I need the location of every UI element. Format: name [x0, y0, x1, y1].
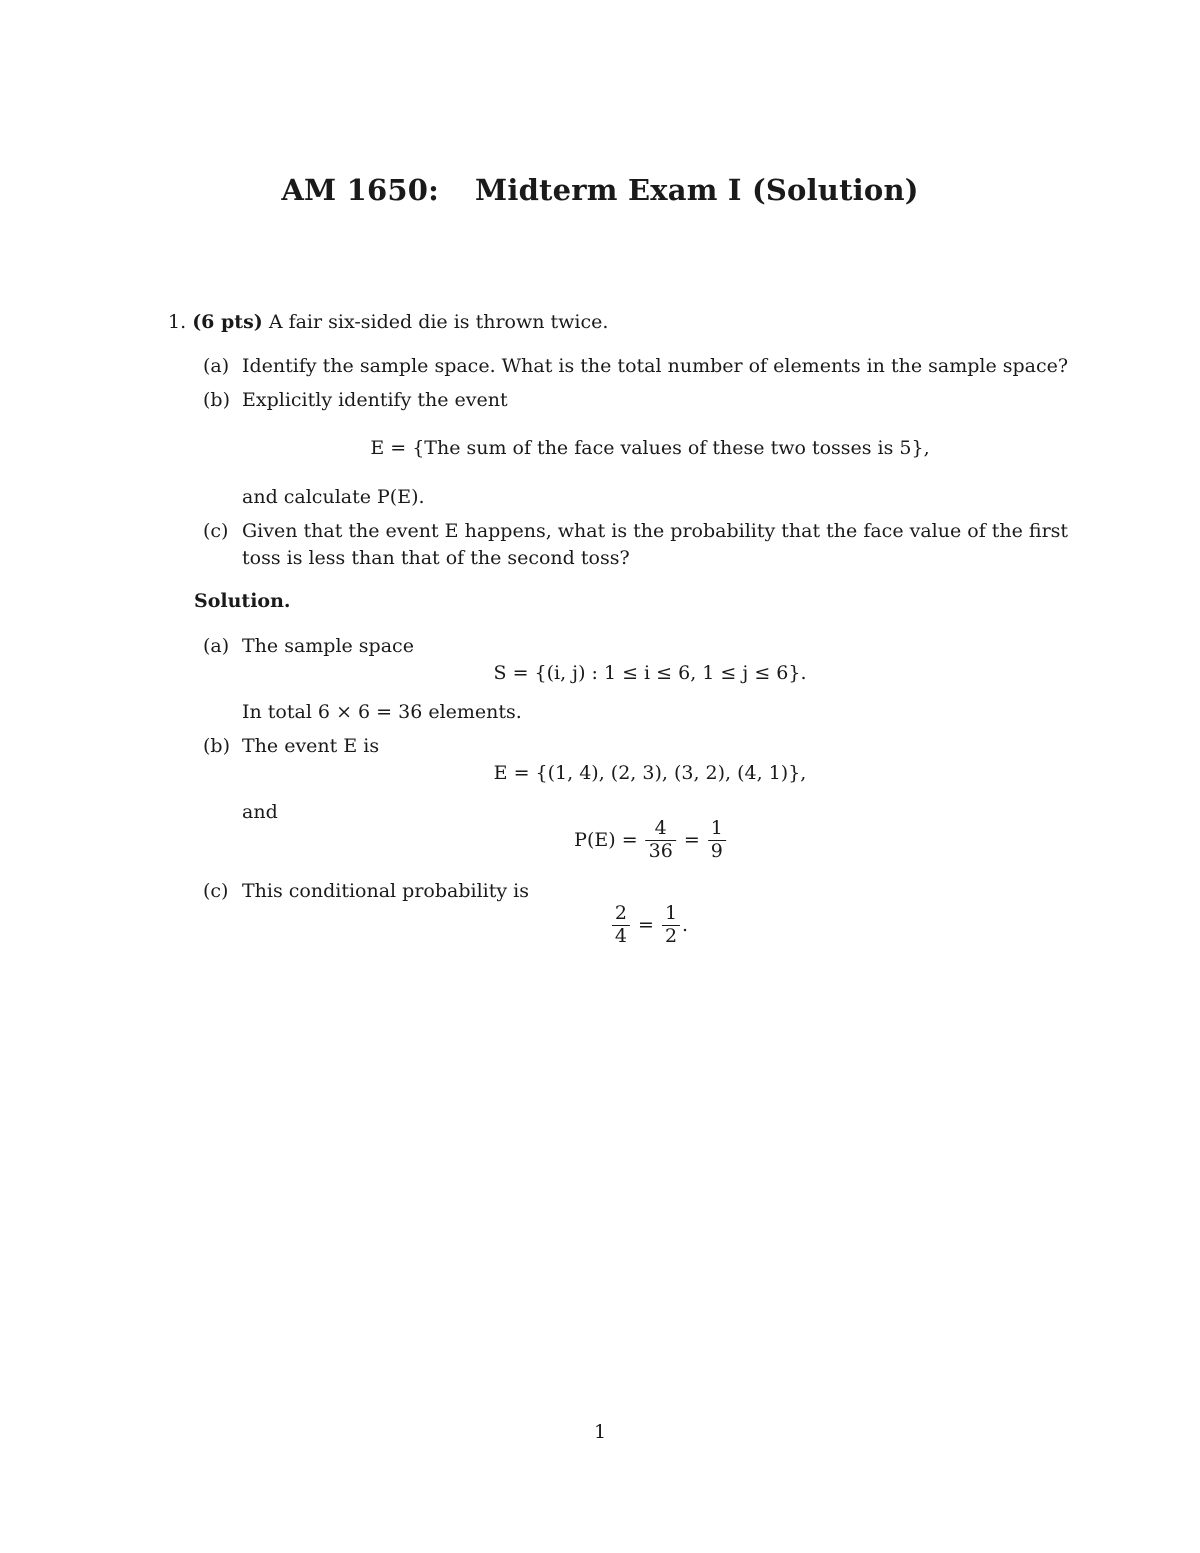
solution-c-label: (c)	[203, 880, 229, 902]
problem-statement	[168, 313, 608, 332]
part-c-text-line1: Given that the event E happens, what is the probability that the face value of the first	[242, 520, 1069, 542]
solution-heading: Solution.	[194, 590, 291, 612]
part-b-text: Explicitly identify the event	[242, 389, 508, 411]
fraction-4-36	[646, 818, 676, 863]
solution-b-text: The event E is	[242, 735, 380, 757]
solution-b-and: and	[242, 801, 278, 823]
page-title	[281, 173, 919, 207]
problem-points: (6 pts)	[192, 311, 263, 333]
title-exam: Midterm Exam I (Solution)	[475, 173, 919, 207]
event-definition: E = {The sum of the face values of these two tosses is 5},	[370, 437, 930, 459]
fraction-2-4	[612, 903, 630, 948]
event-followup: and calculate P(E).	[242, 486, 425, 508]
conditional-probability-equation	[612, 903, 688, 948]
page-number: 1	[593, 1421, 607, 1443]
fraction-denominator: 2	[662, 925, 680, 948]
part-a-label: (a)	[203, 355, 230, 377]
part-b-label: (b)	[203, 389, 230, 411]
fraction-numerator: 1	[710, 817, 723, 839]
fraction-numerator: 4	[654, 817, 667, 839]
fraction-denominator: 4	[612, 925, 630, 948]
title-course: AM 1650:	[281, 173, 440, 207]
equals-sign: =	[683, 828, 700, 851]
probability-equation	[574, 818, 726, 863]
fraction-numerator: 2	[614, 902, 628, 924]
fraction-numerator: 1	[664, 902, 678, 924]
fraction-denominator: 9	[708, 840, 726, 863]
solution-b-label: (b)	[203, 735, 230, 757]
fraction-1-9	[708, 818, 726, 863]
problem-text: A fair six-sided die is thrown twice.	[268, 311, 609, 333]
fraction-denominator: 36	[646, 840, 676, 863]
part-a-text: Identify the sample space. What is the total number of elements in the sample space?	[242, 355, 1069, 377]
solution-a-text: The sample space	[242, 635, 414, 657]
equals-sign: =	[638, 913, 654, 936]
problem-number: 1.	[168, 311, 187, 333]
probability-lhs: P(E) =	[574, 828, 638, 851]
sample-space-total: In total 6 × 6 = 36 elements.	[242, 701, 522, 723]
solution-c-text: This conditional probability is	[242, 880, 529, 902]
part-c-label: (c)	[203, 520, 229, 542]
solution-a-label: (a)	[203, 635, 230, 657]
fraction-1-2	[662, 903, 680, 948]
period: .	[682, 913, 689, 936]
sample-space-equation: S = {(i, j) : 1 ≤ i ≤ 6, 1 ≤ j ≤ 6}.	[493, 662, 807, 684]
event-set-equation: E = {(1, 4), (2, 3), (3, 2), (4, 1)},	[493, 762, 807, 784]
part-c-text-line2: toss is less than that of the second toss?	[242, 547, 630, 569]
